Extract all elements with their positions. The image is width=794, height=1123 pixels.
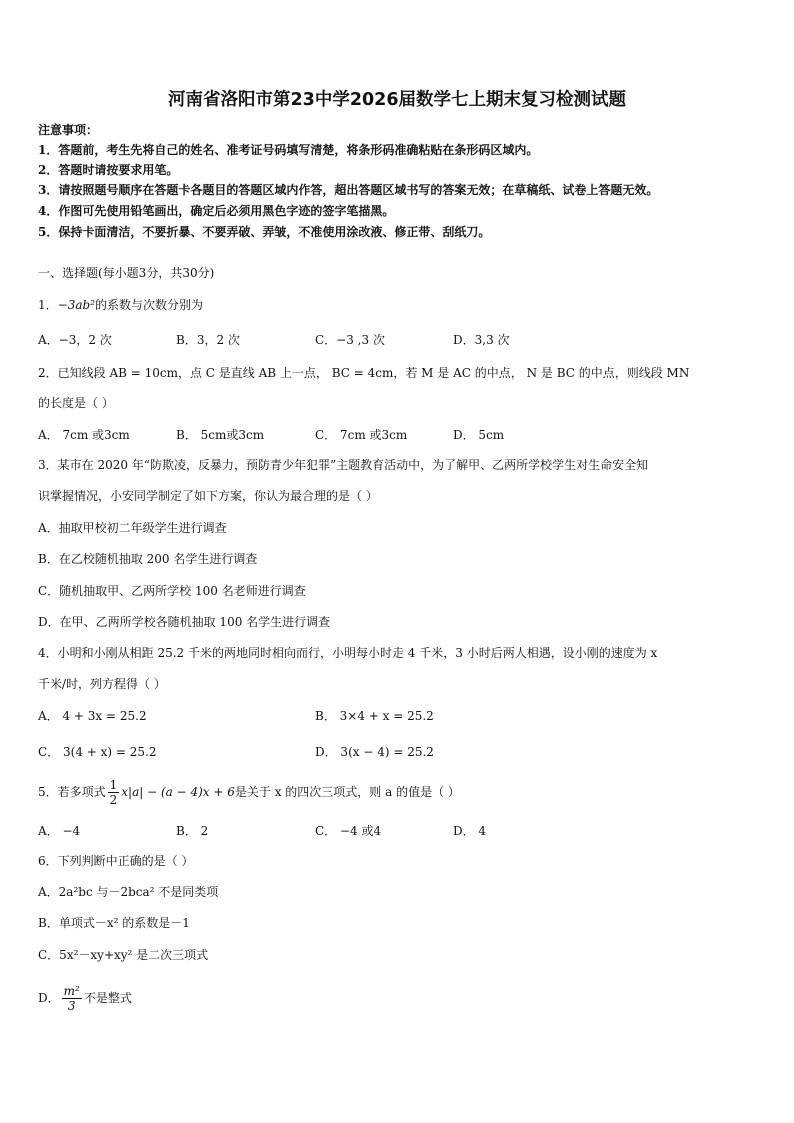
question-5-fraction-denominator: 2 xyxy=(109,793,118,807)
notice-item-3: 3．请按照题号顺序在答题卡各题目的答题区域内作答，超出答题区域书写的答案无效；在草稿纸、试卷上答题无效。 xyxy=(38,183,659,197)
question-2-option-d[interactable]: D． 5cm xyxy=(453,428,505,442)
page-title: 河南省洛阳市第23中学2026届数学七上期末复习检测试题 xyxy=(167,90,627,110)
question-4-option-d[interactable]: D． 3(x − 4) = 25.2 xyxy=(315,745,434,759)
question-3-line-2: 识掌握情况，小安同学制定了如下方案，你认为最合理的是（ ） xyxy=(38,489,378,503)
question-5-option-b[interactable]: B． 2 xyxy=(176,824,209,838)
question-6-option-d-text: 不是整式 xyxy=(83,991,132,1005)
question-6-option-c[interactable]: C．5x²－xy+xy² 是二次三项式 xyxy=(38,948,209,962)
question-1-option-a[interactable]: A．−3，2 次 xyxy=(38,333,112,347)
question-3-option-d[interactable]: D．在甲、乙两所学校各随机抽取 100 名学生进行调查 xyxy=(38,615,331,629)
question-5-expression: x|a| − (a − 4)x + 6 xyxy=(121,785,235,799)
question-4-option-b[interactable]: B． 3×4 + x = 25.2 xyxy=(315,709,434,723)
notice-item-4: 4．作图可先使用铅笔画出，确定后必须用黑色字迹的签字笔描黑。 xyxy=(38,204,395,218)
question-2-option-b[interactable]: B． 5cm或3cm xyxy=(176,428,265,442)
question-5-option-c[interactable]: C． −4 或4 xyxy=(315,824,382,838)
notice-item-2: 2．答题时请按要求用笔。 xyxy=(38,163,179,177)
question-3-option-a[interactable]: A．抽取甲校初二年级学生进行调查 xyxy=(38,521,227,535)
notice-item-5: 5．保持卡面清洁，不要折暴、不要弄破、弄皱，不准使用涂改液、修正带、刮纸刀。 xyxy=(38,225,491,239)
question-1-expression: −3ab² xyxy=(57,298,95,312)
question-5-fraction-numerator: 1 xyxy=(109,778,118,792)
question-1-option-b[interactable]: B．3，2 次 xyxy=(176,333,240,347)
question-5-text: 是关于 x 的四次三项式，则 a 的值是（ ） xyxy=(234,785,460,799)
question-6-option-d-fraction xyxy=(62,984,82,1013)
question-4-option-c[interactable]: C． 3(4 + x) = 25.2 xyxy=(38,745,157,759)
question-5-option-a[interactable]: A． −4 xyxy=(38,824,81,838)
question-1-option-c[interactable]: C．−3 ,3 次 xyxy=(315,333,385,347)
question-6-option-a[interactable]: A．2a²bc 与－2bca² 不是同类项 xyxy=(38,885,219,899)
notice-heading: 注意事项： xyxy=(38,123,99,137)
question-6-option-d[interactable] xyxy=(38,983,132,1013)
question-1-text: 的系数与次数分别为 xyxy=(94,298,203,312)
question-2-line-1: 2．已知线段 AB = 10cm，点 C 是直线 AB 上一点， BC = 4cm，若 M 是 AC 的中点， N 是 BC 的中点，则线段 MN xyxy=(38,366,690,380)
question-4-option-a[interactable]: A． 4 + 3x = 25.2 xyxy=(38,709,147,723)
question-5-prefix: 5．若多项式 xyxy=(38,785,106,799)
question-3-option-c[interactable]: C．随机抽取甲、乙两所学校 100 名老师进行调查 xyxy=(38,584,306,598)
question-5 xyxy=(38,777,460,807)
question-2-option-a[interactable]: A． 7cm 或3cm xyxy=(38,428,130,442)
question-2-option-c[interactable]: C． 7cm 或3cm xyxy=(315,428,408,442)
question-6-option-d-numerator: m² xyxy=(63,984,80,998)
question-1 xyxy=(38,296,203,314)
question-3-line-1: 3．某市在 2020 年“防欺凌，反暴力，预防青少年犯罪”主题教育活动中，为了解甲、乙两所学校学生对生命安全知 xyxy=(38,458,649,472)
question-4-line-2: 千米/时，列方程得（ ） xyxy=(38,677,166,691)
question-6-option-d-denominator: 3 xyxy=(67,999,76,1013)
question-5-option-d[interactable]: D． 4 xyxy=(453,824,487,838)
notice-item-1: 1．答题前，考生先将自己的姓名、准考证号码填写清楚，将条形码准确粘贴在条形码区域内。 xyxy=(38,143,539,157)
question-6-option-d-prefix: D． xyxy=(38,991,60,1005)
question-3-option-b[interactable]: B．在乙校随机抽取 200 名学生进行调查 xyxy=(38,552,258,566)
question-5-fraction xyxy=(108,778,120,807)
question-6-option-b[interactable]: B．单项式－x² 的系数是－1 xyxy=(38,916,190,930)
question-6-stem: 6．下列判断中正确的是（ ） xyxy=(38,854,194,868)
question-2-line-2: 的长度是（ ） xyxy=(38,396,114,410)
question-1-number: 1． xyxy=(38,298,58,312)
question-1-option-d[interactable]: D．3,3 次 xyxy=(453,333,510,347)
question-4-line-1: 4．小明和小刚从相距 25.2 千米的两地同时相向而行，小明每小时走 4 千米，3 小时后两人相遇，设小刚的速度为 x xyxy=(38,646,658,660)
section-heading: 一、选择题(每小题3分，共30分) xyxy=(38,266,215,280)
